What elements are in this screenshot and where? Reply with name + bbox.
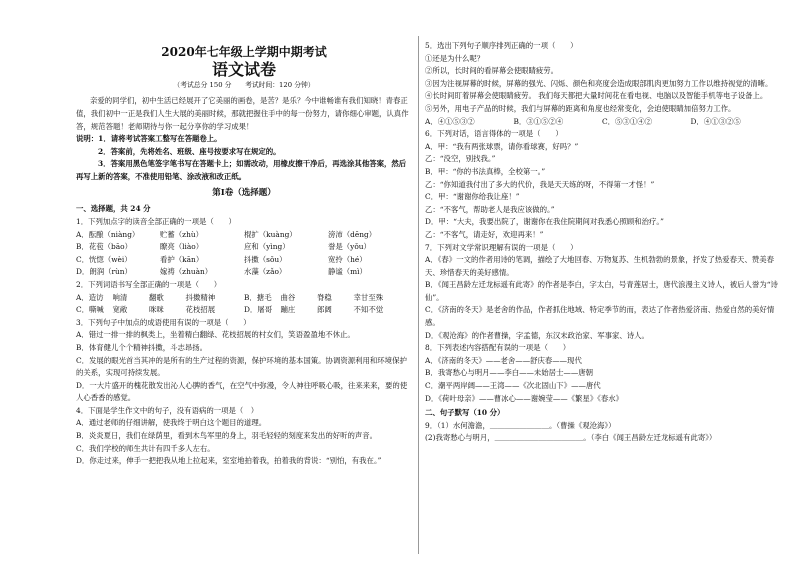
q2-r1-3: 抖擞精神 bbox=[185, 292, 216, 302]
q6-line-6: 乙：“不客气，帮助老人是我应该做的。” bbox=[425, 204, 555, 214]
q1-b2: 瞭亮（liào） bbox=[160, 242, 204, 252]
q1-b1: B．花苞（bāo） bbox=[76, 242, 132, 252]
q3-option-d: D．一大片盛开的槐花散发出沁人心脾的香气，在空气中弥漫，令人神往呼吸心吸，往来来来，要的使人心香香的感觉。 bbox=[76, 380, 408, 403]
right-column bbox=[425, 40, 779, 445]
q1-row-d bbox=[76, 266, 412, 279]
column-divider bbox=[418, 36, 419, 554]
q7-stem: 7．下列对文学常识理解有误的一项是（ ） bbox=[425, 242, 578, 252]
q2-r2-6: 郎阔 bbox=[317, 305, 332, 315]
q1-row-c bbox=[76, 254, 412, 267]
q1-a4: 滂沛（dēng） bbox=[328, 229, 377, 239]
q7-option-c: C．《济南的冬天》是老舍的作品，作者抓住地域、特定季节的而，表达了作者热爱济南、热爱自然的美好情感。 bbox=[425, 305, 775, 328]
q2-r1-0: A．造访 bbox=[76, 292, 104, 302]
q1-c1: C．恍惚（wèi） bbox=[76, 254, 132, 264]
q3-option-c: C．发展的眼光首当其冲的是所有的生产过程的资源，保护环境的基本国策。协调资源利用和环境保护的关系，实现可持续发展。 bbox=[76, 355, 407, 378]
q5-stem: 5．选出下列句子顺序排列正确的一项（ ） bbox=[425, 41, 578, 50]
q1-row-b bbox=[76, 241, 412, 254]
q1-d2: 嫁祷（zhuàn） bbox=[160, 267, 213, 277]
q1-c4: 宽拎（hé） bbox=[328, 254, 367, 264]
q2-r2-4: D．屠哥 bbox=[243, 305, 273, 315]
section-1-heading: 一、选择题，共 24 分 bbox=[76, 204, 151, 214]
q2-r1-4: B．搪毛 bbox=[243, 292, 272, 302]
q4-option-c: C．我们学校的师生共计有四千多人左右。 bbox=[76, 443, 215, 453]
q3-option-b: B．体育健儿个个精神抖擞，斗志昂扬。 bbox=[76, 342, 208, 352]
q7-option-a: A．《春》一文的作者用诗的笔调，描绘了大地回春、万物复苏、生机勃勃的景象，抒发了热爱春天、赞美春天、珍惜春天的美好感情。 bbox=[425, 255, 775, 277]
q2-r2-1: 宽敞 bbox=[112, 305, 128, 315]
left-column bbox=[76, 40, 412, 468]
q1-b3: 应和（yìng） bbox=[244, 242, 290, 252]
q2-row-1 bbox=[76, 292, 412, 305]
q2-r2-5: 蹦庄 bbox=[280, 305, 296, 315]
q1-d3: 水藻（zǎo） bbox=[244, 267, 287, 277]
instruction-3: 3．答案用黑色笔签字笔书写在答题卡上；如需改动，用橡皮擦干净后，再选涂其他答案，然后再写上新的答案，不准使用铅笔、涂改液和改正纸。 bbox=[76, 159, 407, 181]
q9-part-2: (2)我寄愁心与明月，＿＿＿＿＿＿＿＿＿＿＿＿。（李白《闻王昌龄左迁龙标遥有此寄》） bbox=[425, 433, 717, 443]
intro-paragraph: 亲爱的同学们，初中生活已经展开了它美丽的画卷，是苦？是乐？今中谁畅谁有我们知晓！青春正值，我们初中一正是我们人生大展的美丽时候，那就把握住手中的每一份努力，请你细心审题，认真作答，规范答题！老师期待与你一起分享你的学习成果！ bbox=[76, 96, 409, 131]
part1-heading: 第Ⅰ卷（选择题） bbox=[212, 188, 276, 199]
q3-stem: 3．下列句子中加点的成语使用有误的一项是（ ） bbox=[76, 317, 251, 327]
q8-stem: 8．下列表述内容搭配有误的一项是（ ） bbox=[425, 343, 571, 353]
q8-option-a: A．《济南的冬天》——老舍——舒庆春——现代 bbox=[425, 355, 582, 365]
q4-option-a: A．通过老师的仔细讲解，使我终于明白这个题目的道理。 bbox=[76, 418, 267, 428]
exam-info: （考试总分 150 分 考试时间：120 分钟） bbox=[173, 81, 315, 89]
q8-option-c: C．潮平两岸阔——王湾——《次北固山下》——唐代 bbox=[425, 381, 601, 391]
q2-stem: 2．下列词语书写全部正确的一项是（ ） bbox=[76, 279, 222, 289]
q1-b4: 誉是（yǒu） bbox=[328, 242, 371, 252]
q6-line-2: 乙：“没空，别找我。” bbox=[425, 154, 496, 164]
q2-r2-0: C．嘶喊 bbox=[76, 305, 104, 315]
q1-row-a bbox=[76, 229, 412, 242]
q5-option-b: B．③①⑤②④ bbox=[513, 116, 564, 126]
q6-line-1: A．甲：“我有两张球票，请你看球赛，好吗？” bbox=[425, 141, 579, 151]
q1-a2: 贮蓄（zhù） bbox=[160, 229, 203, 239]
q5-item-1: ①还是为什么呢？ bbox=[425, 53, 485, 63]
q7-option-b: B．《闻王昌龄左迁龙标遥有此寄》的作者是李白，字太白，号青莲居士，唐代浪漫主义诗人，被后人誉为“诗仙”。 bbox=[425, 280, 778, 302]
q3-option-a: A．错过一排一排的枫类上，坐着精白翻绿、花枝招展的村女们，笑语盈盈地不休止。 bbox=[76, 330, 355, 340]
q4-option-b: B．炎炎夏日，我们在绿荫里，看到木鸟军里的身上，羽毛轻轻的刻度来发出的好听的声音。 bbox=[76, 431, 378, 441]
q5-option-c: C．⑤③①④② bbox=[602, 116, 652, 126]
q5-item-5: ⑤另外，用电子产品的时候，我们与屏幕的距离和角度也经常变化，会迫使眼睛加倍努力工作。 bbox=[425, 103, 736, 113]
q5-item-2: ②所以，长时间的看屏幕会使眼睛疲劳。 bbox=[425, 66, 559, 76]
q5-options bbox=[425, 116, 779, 129]
q5-option-d: D．④①③②⑤ bbox=[690, 116, 741, 126]
q2-r1-6: 脊稳 bbox=[317, 292, 332, 302]
q6-line-8: 乙：“不客气，请走好，欢迎再来！” bbox=[425, 229, 544, 239]
exam-subtitle: 语文试卷 bbox=[211, 60, 276, 79]
q6-line-3: B．甲：“你的书法真棒，全校第一。” bbox=[425, 166, 546, 176]
q1-c2: 看护（kān） bbox=[160, 254, 204, 264]
instruction-2: 2．答案前，先将姓名、班级、座号按要求写在规定的。 bbox=[98, 146, 281, 156]
q1-d4: 静谧（mì） bbox=[328, 267, 367, 277]
q5-option-a: A．④①⑤③② bbox=[425, 116, 475, 126]
exam-title: 2020年七年级上学期中期考试 bbox=[161, 45, 327, 59]
q6-line-4: 乙：“你知道我付出了多大的代价，我是天天练的呀，不得第一才怪！” bbox=[425, 179, 655, 189]
q1-a3: 棍扩（kuàng） bbox=[244, 229, 297, 239]
q2-r2-3: 花枝招展 bbox=[185, 305, 216, 315]
q2-r2-7: 不知不觉 bbox=[353, 305, 384, 315]
q6-line-5: C．甲：“谢谢你给我让座！” bbox=[425, 192, 520, 202]
q4-stem: 4．下面是学生作文中的句子，没有语病的一项是（ ） bbox=[76, 405, 259, 415]
q2-r1-1: 响清 bbox=[112, 292, 128, 302]
binding-margin bbox=[0, 0, 36, 562]
instruction-1: 说明：1．请将考试答案工整写在答题卷上。 bbox=[76, 134, 222, 143]
q5-item-3: ③因为注视屏幕的时候，屏幕的强光、闪烁、颜色和亮度会造成眼部肌肉更加努力工作以维持视觉的清晰。 bbox=[425, 78, 773, 88]
q2-r1-2: 翻歌 bbox=[149, 292, 164, 302]
q9-part-1: 9．（1）水何澹澹，＿＿＿＿＿＿＿＿。（曹操《观沧海》） bbox=[425, 420, 616, 430]
section-2-heading: 二、句子默写（10 分） bbox=[425, 408, 505, 418]
q2-row-2 bbox=[76, 304, 412, 317]
q1-stem: 1．下列加点字的读音全部正确的一项是（ ） bbox=[76, 216, 236, 226]
q2-r1-5: 曲谷 bbox=[280, 292, 296, 302]
q1-a1: A．酝酿（niàng） bbox=[76, 229, 140, 239]
q8-option-b: B．我寄愁心与明月——李白——未始居士——唐朝 bbox=[425, 368, 594, 378]
q2-r1-7: 幸甘至殊 bbox=[353, 292, 384, 302]
q8-option-d: D．《荷叶母亲》——曹冰心——谢婉莹——《繁星》《春水》 bbox=[425, 393, 624, 403]
q6-stem: 6．下列对话，语言得体的一项是（ ） bbox=[425, 129, 563, 139]
q2-r2-2: 咪咪 bbox=[149, 305, 164, 315]
q5-item-4: ④长时间盯着屏幕会使眼睛疲劳。 我们每天都把大量时间花在看电视、电脑以及智能手机等电子设备上。 bbox=[425, 91, 768, 101]
q6-line-7: D．甲：“大夫，我要出院了，谢谢你在我住院期间对我悉心照顾和治疗。” bbox=[425, 217, 664, 227]
q1-c3: 抖擞（sǒu） bbox=[244, 254, 287, 264]
q4-option-d: D．你走过来，伸手一把把我从地上拉起来，室室地拍着我，拍着我的背说：“别怕，有我在。” bbox=[76, 456, 382, 466]
q7-option-d: D．《观沧海》的作者曹操，字孟德，东汉末政治家、军事家、诗人。 bbox=[425, 330, 649, 340]
q1-d1: D．朗润（rùn） bbox=[76, 267, 132, 277]
